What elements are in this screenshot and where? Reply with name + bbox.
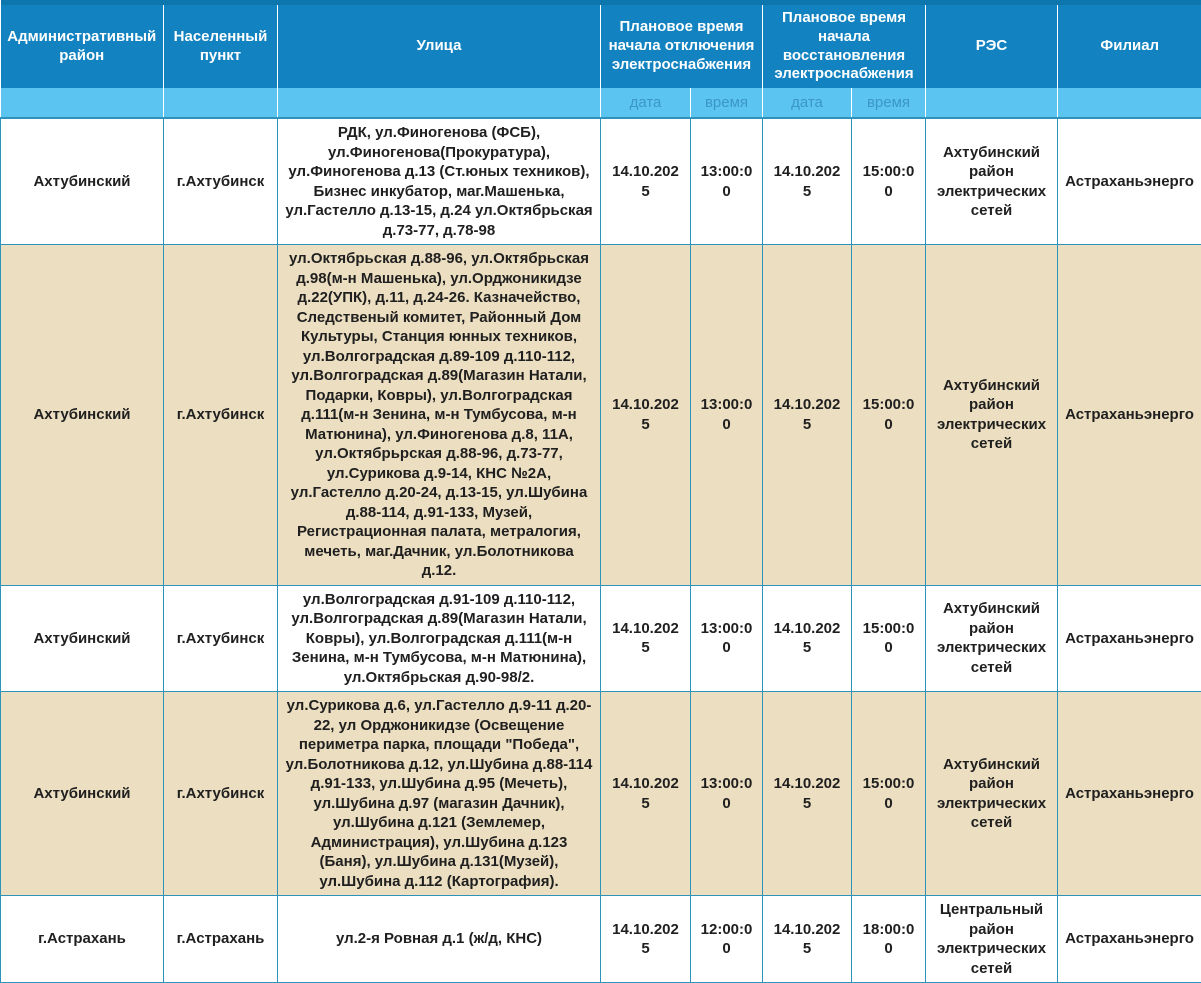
col-header-outage-start: Плановое время начала отключения электроснабжения — [601, 3, 763, 89]
cell-settlement: г.Ахтубинск — [164, 585, 278, 692]
subheader-off-date: дата — [601, 88, 691, 118]
cell-on-date: 14.10.2025 — [763, 896, 852, 983]
cell-res: Ахтубинский район электрических сетей — [926, 585, 1058, 692]
cell-settlement: г.Ахтубинск — [164, 245, 278, 586]
subheader-on-time: время — [852, 88, 926, 118]
col-header-res: РЭС — [926, 3, 1058, 89]
cell-on-time: 15:00:00 — [852, 692, 926, 896]
subheader-spacer — [926, 88, 1058, 118]
table-row — [1, 896, 1201, 983]
cell-on-time: 15:00:00 — [852, 245, 926, 586]
cell-off-date: 14.10.2025 — [601, 692, 691, 896]
cell-branch: Астраханьэнерго — [1058, 585, 1201, 692]
cell-off-date: 14.10.2025 — [601, 245, 691, 586]
cell-on-time: 18:00:00 — [852, 896, 926, 983]
table-row — [1, 245, 1201, 586]
subheader-spacer — [164, 88, 278, 118]
cell-res: Ахтубинский район электрических сетей — [926, 245, 1058, 586]
col-header-restore-start: Плановое время начала восстановления электроснабжения — [763, 3, 926, 89]
cell-off-time: 13:00:00 — [691, 692, 763, 896]
col-header-settlement: Населенный пункт — [164, 3, 278, 89]
table-row — [1, 585, 1201, 692]
cell-on-date: 14.10.2025 — [763, 585, 852, 692]
cell-off-time: 13:00:00 — [691, 585, 763, 692]
cell-district: Ахтубинский — [1, 585, 164, 692]
cell-on-date: 14.10.2025 — [763, 692, 852, 896]
subheader-on-date: дата — [763, 88, 852, 118]
cell-district: Ахтубинский — [1, 692, 164, 896]
cell-settlement: г.Астрахань — [164, 896, 278, 983]
cell-branch: Астраханьэнерго — [1058, 118, 1201, 245]
subheader-spacer — [278, 88, 601, 118]
cell-on-date: 14.10.2025 — [763, 118, 852, 245]
cell-off-time: 12:00:00 — [691, 896, 763, 983]
cell-street: ул.2-я Ровная д.1 (ж/д, КНС) — [278, 896, 601, 983]
col-header-district: Административный район — [1, 3, 164, 89]
table-row — [1, 118, 1201, 245]
cell-street: РДК, ул.Финогенова (ФСБ), ул.Финогенова(Прокуратура), ул.Финогенова д.13 (Ст.юных техников), Бизнес инкубатор, маг.Машенька, ул.Гастелло д.13-15, д.24 ул.Октябрьская д.73-77, д.78-98 — [278, 118, 601, 245]
cell-settlement: г.Ахтубинск — [164, 692, 278, 896]
cell-off-date: 14.10.2025 — [601, 896, 691, 983]
cell-on-time: 15:00:00 — [852, 585, 926, 692]
subheader-spacer — [1, 88, 164, 118]
cell-off-date: 14.10.2025 — [601, 118, 691, 245]
cell-district: Ахтубинский — [1, 245, 164, 586]
cell-settlement: г.Ахтубинск — [164, 118, 278, 245]
cell-street: ул.Волгоградская д.91-109 д.110-112, ул.Волгоградская д.89(Магазин Натали, Ковры), ул.Волгоградская д.111(м-н Зенина, м-н Тумбусова, м-н Матюнина), ул.Октябрьская д.90-98/2. — [278, 585, 601, 692]
cell-street: ул.Октябрьская д.88-96, ул.Октябрьская д.98(м-н Машенька), ул.Орджоникидзе д.22(УПК), д.11, д.24-26. Казначейство, Следственый комитет, Районный Дом Культуры, Станция юнных техников, ул.Волгоградская д.89-109 д.110-112, ул.Волгоградская д.89(Магазин Натали, Подарки, Ковры), ул.Волгоградская д.111(м-н Зенина, м-н Тумбусова, м-н Матюнина), ул.Финогенова д.8, 11А, ул.Октябрьрская д.88-96, д.73-77, ул.Сурикова д.9-14, КНС №2А, ул.Гастелло д.20-24, д.13-15, ул.Шубина д.88-114, д.91-133, Музей, Регистрационная палата, метралогия, мечеть, маг.Дачник, ул.Болотникова д.12. — [278, 245, 601, 586]
cell-res: Ахтубинский район электрических сетей — [926, 118, 1058, 245]
cell-street: ул.Сурикова д.6, ул.Гастелло д.9-11 д.20-22, ул Орджоникидзе (Освещение периметра парка, площади "Победа", ул.Болотникова д.12, ул.Шубина д.88-114 д.91-133, ул.Шубина д.95 (Мечеть), ул.Шубина д.97 (магазин Дачник), ул.Шубина д.121 (Землемер, Администрация), ул.Шубина д.123 (Баня), ул.Шубина д.131(Музей), ул.Шубина д.112 (Картография). — [278, 692, 601, 896]
col-header-street: Улица — [278, 3, 601, 89]
cell-district: г.Астрахань — [1, 896, 164, 983]
cell-district: Ахтубинский — [1, 118, 164, 245]
subheader-off-time: время — [691, 88, 763, 118]
table-row — [1, 692, 1201, 896]
cell-off-date: 14.10.2025 — [601, 585, 691, 692]
subheader-row — [1, 88, 1201, 118]
subheader-spacer — [1058, 88, 1201, 118]
cell-off-time: 13:00:00 — [691, 118, 763, 245]
cell-res: Ахтубинский район электрических сетей — [926, 692, 1058, 896]
col-header-branch: Филиал — [1058, 3, 1201, 89]
cell-branch: Астраханьэнерго — [1058, 692, 1201, 896]
cell-on-date: 14.10.2025 — [763, 245, 852, 586]
cell-branch: Астраханьэнерго — [1058, 245, 1201, 586]
cell-on-time: 15:00:00 — [852, 118, 926, 245]
cell-off-time: 13:00:00 — [691, 245, 763, 586]
header-row — [1, 3, 1201, 89]
cell-branch: Астраханьэнерго — [1058, 896, 1201, 983]
cell-res: Центральный район электрических сетей — [926, 896, 1058, 983]
